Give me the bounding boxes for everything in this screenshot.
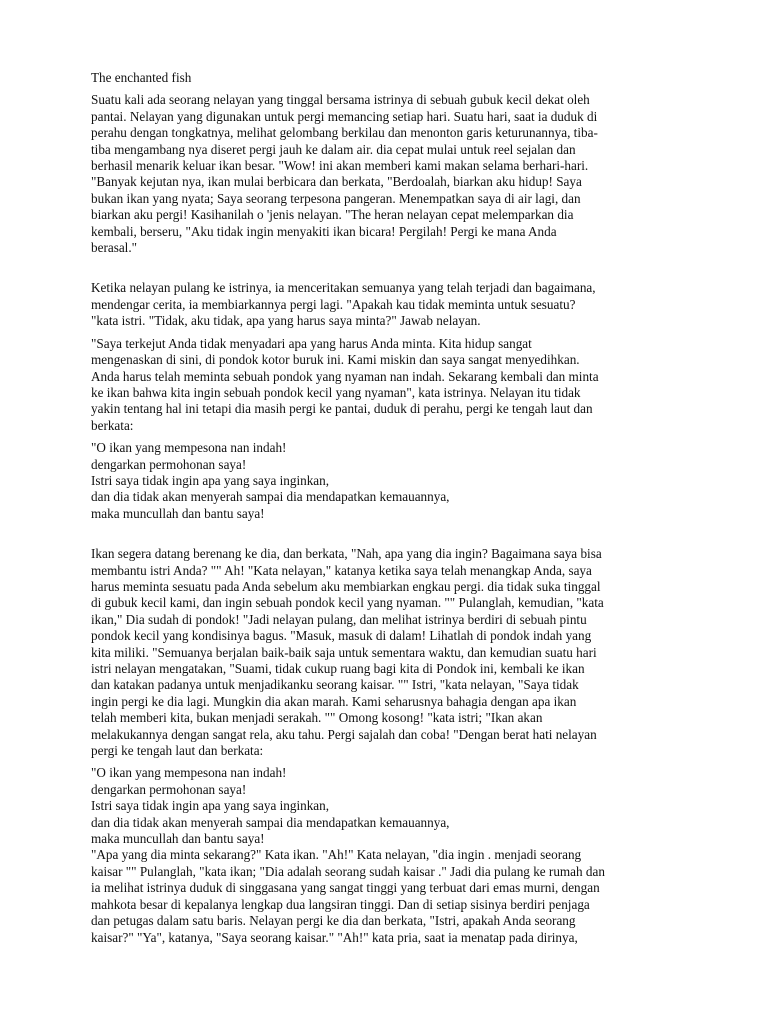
paragraph-line: dan petugas dalam satu baris. Nelayan pergi ke dia dan berkata, "Istri, apakah Anda seorang [91,913,576,929]
paragraph-line: pergi ke tengah laut dan berkata: [91,743,264,759]
document-title: The enchanted fish [91,70,192,85]
paragraph-line: kaisar?" "Ya", katanya, "Saya seorang kaisar." "Ah!" kata pria, saat ia menatap pada dirinya, [91,929,578,945]
paragraph-line: "Apa yang dia minta sekarang?" Kata ikan. "Ah!" Kata nelayan, "dia ingin . menjadi seorang [91,847,582,863]
verse-line: Istri saya tidak ingin apa yang saya inginkan, [91,472,330,488]
paragraph-3 [91,336,681,434]
paragraph-line: bukan ikan yang nyata; Saya seorang terpesona pangeran. Menempatkan saya di air lagi, dan [91,190,581,206]
paragraph-spacer [91,262,681,280]
verse-2 [91,765,681,847]
verse-line: "O ikan yang mempesona nan indah! [91,440,287,456]
paragraph-line: ingin pergi ke dia lagi. Mungkin dia akan marah. Kami seharusnya bahagia dengan apa ikan [91,693,577,709]
paragraph-2 [91,280,681,329]
paragraph-line: berhasil menarik keluar ikan besar. "Wow! ini akan memberi kami makan selama berhari-hari. [91,158,589,174]
paragraph-line: berkata: [91,417,134,433]
paragraph-line: pondok kecil yang kondisinya bagus. "Masuk, masuk di dalam! Lihatlah di pondok indah yang [91,628,592,644]
paragraph-line: kita miliki. "Semuanya berjalan baik-baik saja untuk sementara waktu, dan kemudian suatu hari [91,644,597,660]
verse-line: dengarkan permohonan saya! [91,781,247,797]
paragraph-line: "Banyak kejutan nya, ikan mulai berbicara dan berkata, "Berdoalah, biarkan aku hidup! Saya [91,174,582,190]
paragraph-line: kaisar "" Pulanglah, "kata ikan; "Dia adalah seorang sudah kaisar ." Jadi dia pulang ke rumah dan [91,863,605,879]
paragraph-line: melakukannya dengan sangat rela, aku tahu. Pergi sajalah dan coba! "Dengan berat hati nelayan [91,726,597,742]
paragraph-line: mendengar cerita, ia membiarkannya pergi lagi. "Apakah kau tidak meminta untuk sesuatu? [91,296,576,312]
paragraph-line: telah memberi kita, bukan menjadi serakah. "" Omong kosong! "kata istri; "Ikan akan [91,710,543,726]
verse-1 [91,440,681,522]
paragraph-spacer [91,528,681,546]
paragraph-line: Anda harus telah meminta sebuah pondok yang nyaman nan indah. Sekarang kembali dan minta [91,368,599,384]
paragraph-line: perahu dengan tongkatnya, melihat gelombang berkilau dan menonton garis keturunannya, tiba- [91,125,598,141]
paragraph-line: berasal." [91,240,138,256]
paragraph-line: Ikan segera datang berenang ke dia, dan berkata, "Nah, apa yang dia ingin? Bagaimana saya bisa [91,546,602,562]
paragraph-line: kembali, berseru, "Aku tidak ingin menyakiti ikan bicara! Pergilah! Pergi ke mana Anda [91,223,557,239]
verse-line: maka muncullah dan bantu saya! [91,831,265,847]
paragraph-line: tiba mengambang nya diseret pergi jauh ke dalam air. dia cepat mulai untuk reel sejalan dan [91,141,576,157]
verse-line: dan dia tidak akan menyerah sampai dia mendapatkan kemauannya, [91,814,450,830]
verse-line: "O ikan yang mempesona nan indah! [91,765,287,781]
paragraph-line: ikan," Dia sudah di pondok! "Jadi nelayan pulang, dan melihat istrinya berdiri di sebuah pintu [91,611,587,627]
paragraph-4 [91,546,681,759]
paragraph-1 [91,92,681,256]
paragraph-line: harus meminta sesuatu pada Anda sebelum aku membiarkan engkau pergi. dia tidak suka tinggal [91,578,601,594]
paragraph-line: di gubuk kecil kami, dan ingin sebuah pondok kecil yang nyaman. "" Pulanglah, kemudian, "kata [91,595,604,611]
paragraph-5 [91,847,681,945]
document-page [91,70,681,952]
paragraph-line: mahkota besar di kepalanya lengkap dua langsiran tinggi. Dan di setiap sisinya berdiri penjaga [91,896,590,912]
paragraph-line: dan katakan padanya untuk menjadikanku seorang kaisar. "" Istri, "kata nelayan, "Saya tidak [91,677,579,693]
paragraph-line: yakin tentang hal ini tetapi dia masih pergi ke pantai, duduk di perahu, pergi ke tengah laut dan [91,401,593,417]
paragraph-line: istri nelayan mengatakan, "Suami, tidak cukup ruang bagi kita di Pondok ini, kembali ke ikan [91,661,585,676]
paragraph-line: pantai. Nelayan yang digunakan untuk pergi memancing setiap hari. Suatu hari, saat ia duduk di [91,108,598,124]
verse-line: maka muncullah dan bantu saya! [91,505,265,521]
verse-line: dan dia tidak akan menyerah sampai dia mendapatkan kemauannya, [91,489,450,505]
paragraph-line: "Saya terkejut Anda tidak menyadari apa yang harus Anda minta. Kita hidup sangat [91,335,532,351]
paragraph-line: Ketika nelayan pulang ke istrinya, ia menceritakan semuanya yang telah terjadi dan bagaimana, [91,280,596,296]
verse-line: dengarkan permohonan saya! [91,456,247,472]
paragraph-line: ia melihat istrinya duduk di singgasana yang sangat tinggi yang terbuat dari emas murni, dengan [91,880,600,896]
paragraph-line: membantu istri Anda? "" Ah! "Kata nelayan," katanya ketika saya telah menangkap Anda, saya [91,562,592,578]
paragraph-line: mengenaskan di sini, di pondok kotor buruk ini. Kami miskin dan saya sangat menyedihkan. [91,352,580,368]
verse-line: Istri saya tidak ingin apa yang saya inginkan, [91,798,330,814]
paragraph-line: "kata istri. "Tidak, aku tidak, apa yang harus saya minta?" Jawab nelayan. [91,313,481,329]
paragraph-line: ke ikan bahwa kita ingin sebuah pondok kecil yang nyaman", kata istrinya. Nelayan itu tidak [91,384,581,400]
paragraph-line: Suatu kali ada seorang nelayan yang tinggal bersama istrinya di sebuah gubuk kecil dekat oleh [91,92,590,108]
paragraph-line: biarkan aku pergi! Kasihanilah o 'jenis nelayan. "The heran nelayan cepat melemparkan dia [91,207,574,223]
